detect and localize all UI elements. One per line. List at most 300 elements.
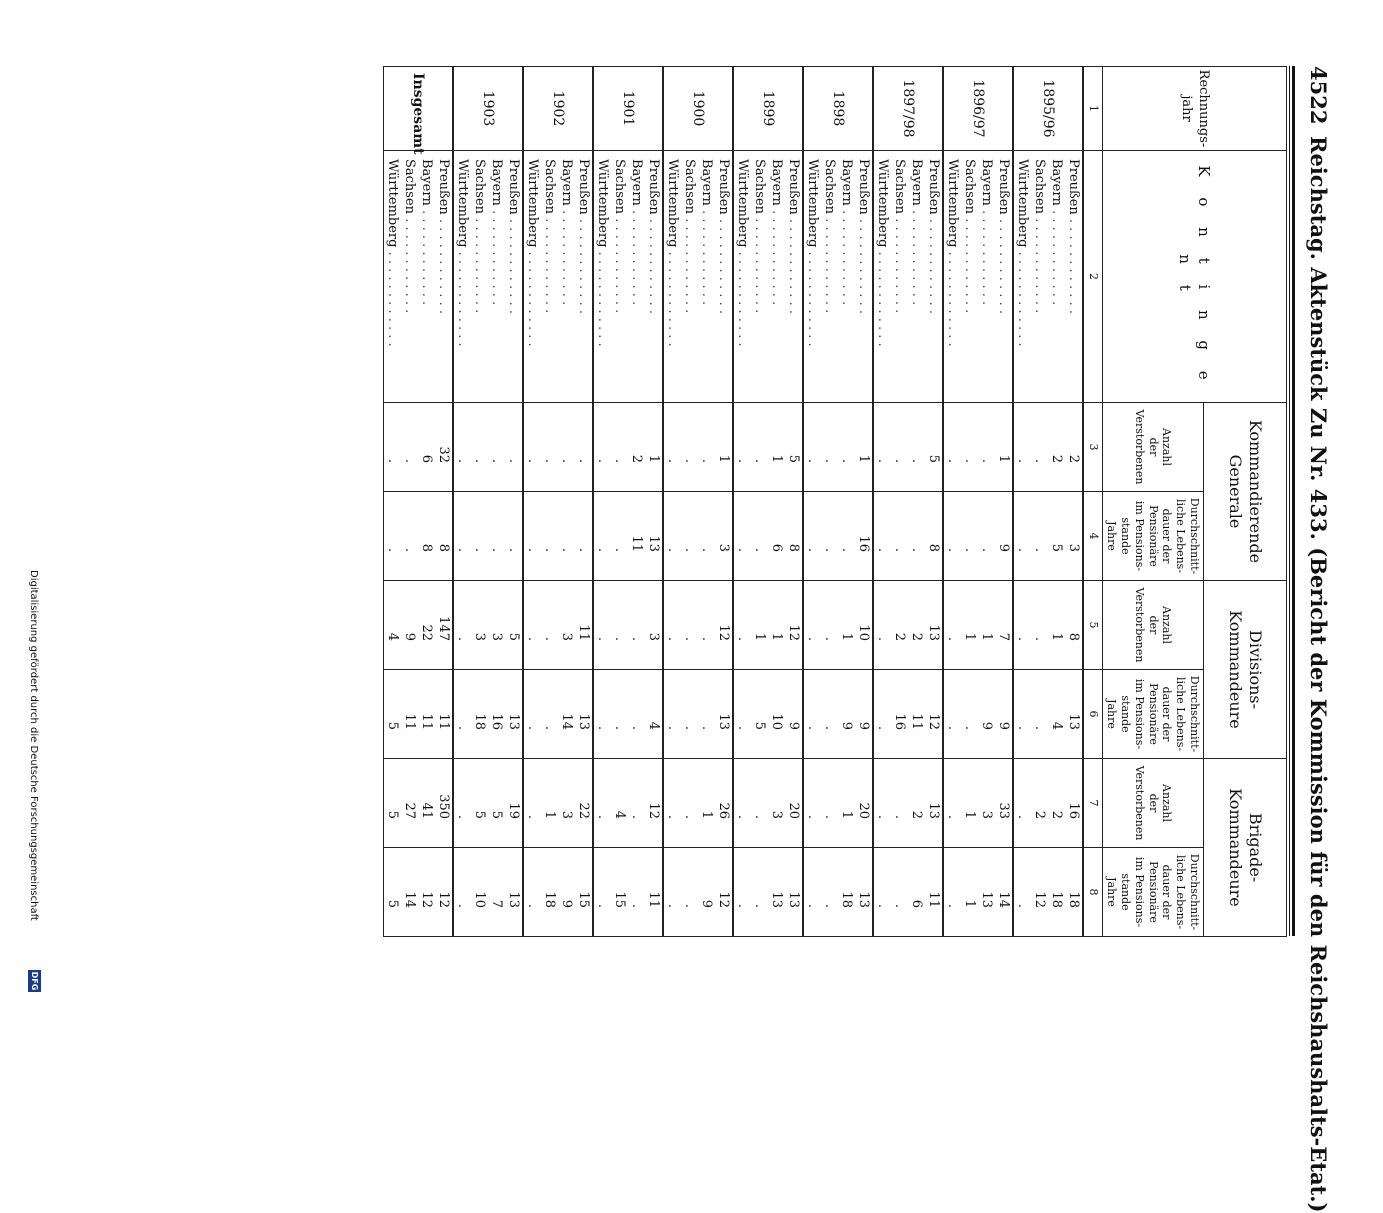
leader-dots: . . . . . . . . . . . . xyxy=(1048,210,1064,306)
value-cell-c5 xyxy=(943,581,1013,670)
value: 5 xyxy=(384,810,400,820)
state-line xyxy=(715,159,732,396)
value: 5 xyxy=(384,899,400,909)
value: . xyxy=(541,636,557,641)
value: . xyxy=(454,636,470,641)
column-number: 8 xyxy=(1083,848,1103,937)
year-block xyxy=(733,67,803,937)
state-name: Sachsen xyxy=(541,159,557,215)
value: 9 xyxy=(785,721,801,731)
value: . xyxy=(734,814,750,820)
value-cell-c6 xyxy=(663,670,733,759)
value-cell-c6 xyxy=(803,670,873,759)
value: 7 xyxy=(488,899,504,909)
value: . xyxy=(505,547,521,552)
value: . xyxy=(611,636,627,641)
value: 13 xyxy=(715,713,731,731)
state-name: Württemberg xyxy=(804,159,820,248)
value-cell-c6 xyxy=(943,670,1013,759)
state-cell xyxy=(803,151,873,403)
state-name: Sachsen xyxy=(891,159,907,215)
value: . xyxy=(874,547,890,552)
value: 13 xyxy=(505,713,521,731)
value-cell-c8 xyxy=(1013,848,1083,937)
header-duration-b: Durchschnitt- liche Lebens- dauer der Pensionäre im Pensions- stande Jahre xyxy=(1102,670,1203,759)
leader-dots: . . . . . . . . . . . . xyxy=(944,251,960,347)
value: . xyxy=(944,725,960,731)
value: 11 xyxy=(628,535,644,552)
state-name: Preußen xyxy=(575,159,591,215)
value-cell-c6 xyxy=(523,670,593,759)
value: . xyxy=(698,725,714,731)
value: 10 xyxy=(471,891,487,909)
year-block xyxy=(593,67,663,937)
state-cell xyxy=(943,151,1013,403)
state-name: Preußen xyxy=(995,159,1011,215)
value: 27 xyxy=(401,802,417,820)
state-name: Bayern xyxy=(558,159,574,206)
state-name: Sachsen xyxy=(471,159,487,215)
state-line xyxy=(874,159,891,396)
state-name: Preußen xyxy=(925,159,941,215)
leader-dots: . . . . . . . . . . . . xyxy=(558,210,574,306)
value: 3 xyxy=(471,632,487,641)
year-cell: 1902 xyxy=(523,67,593,151)
value: 2 xyxy=(1048,810,1064,820)
state-line xyxy=(734,159,751,396)
state-name: Sachsen xyxy=(821,159,837,215)
value: . xyxy=(978,547,994,552)
value: . xyxy=(734,458,750,463)
value: . xyxy=(944,636,960,641)
table-row xyxy=(663,67,733,937)
value: 13 xyxy=(785,891,801,909)
column-number: 7 xyxy=(1083,759,1103,848)
value: 2 xyxy=(908,632,924,641)
value: 9 xyxy=(698,899,714,909)
year-block xyxy=(663,67,733,937)
state-name: Preußen xyxy=(855,159,871,215)
leader-dots: . . . . . . . . . . . . xyxy=(541,218,557,314)
value: . xyxy=(874,458,890,463)
value: . xyxy=(961,725,977,731)
value-cell-c8 xyxy=(943,848,1013,937)
value: 6 xyxy=(418,454,434,463)
year-block xyxy=(383,67,453,937)
value: . xyxy=(575,547,591,552)
value-cell-c8 xyxy=(593,848,663,937)
state-name: Preußen xyxy=(785,159,801,215)
value: 8 xyxy=(785,543,801,552)
value: . xyxy=(541,547,557,552)
year-block xyxy=(1013,67,1083,937)
value-cell-c5 xyxy=(383,581,453,670)
value: . xyxy=(1031,458,1047,463)
value: 11 xyxy=(418,713,434,731)
state-name: Preußen xyxy=(715,159,731,215)
value: . xyxy=(821,547,837,552)
value: . xyxy=(821,725,837,731)
value-cell-c6 xyxy=(873,670,943,759)
value: . xyxy=(908,458,924,463)
value-cell-c6 xyxy=(1013,670,1083,759)
column-number: 5 xyxy=(1083,581,1103,670)
value: 13 xyxy=(1065,713,1081,731)
value: . xyxy=(401,547,417,552)
value-cell-c7 xyxy=(383,759,453,848)
state-name: Württemberg xyxy=(594,159,610,248)
state-line xyxy=(961,159,978,396)
state-cell xyxy=(1013,151,1083,403)
value: . xyxy=(628,814,644,820)
header-duration-a: Durchschnitt- liche Lebens- dauer der Pensionäre im Pensions- stande Jahre xyxy=(1102,492,1203,581)
state-line xyxy=(384,159,401,396)
state-line xyxy=(645,159,662,396)
value: 16 xyxy=(855,535,871,552)
leader-dots: . . . . . . . . . . . . xyxy=(821,218,837,314)
value-cell-c7 xyxy=(663,759,733,848)
value: 33 xyxy=(995,802,1011,820)
value: . xyxy=(454,725,470,731)
value: 22 xyxy=(575,802,591,820)
running-head xyxy=(1299,66,1335,1213)
value: . xyxy=(961,458,977,463)
value: 3 xyxy=(558,632,574,641)
state-name: Preußen xyxy=(435,159,451,215)
leader-dots: . . . . . . . . . . . . xyxy=(925,218,941,314)
value-cell-c3 xyxy=(733,403,803,492)
value: 5 xyxy=(1048,543,1064,552)
year-cell: 1897/98 xyxy=(873,67,943,151)
value: . xyxy=(471,547,487,552)
value: . xyxy=(454,547,470,552)
value: 1 xyxy=(961,632,977,641)
state-line xyxy=(524,159,541,396)
value: . xyxy=(804,903,820,909)
value: 10 xyxy=(768,713,784,731)
value: . xyxy=(558,547,574,552)
table-row xyxy=(733,67,803,937)
value: 18 xyxy=(838,891,854,909)
leader-dots: . . . . . . . . . . . . xyxy=(418,210,434,306)
state-line xyxy=(1048,159,1065,396)
value-cell-c7 xyxy=(1013,759,1083,848)
state-line xyxy=(505,159,522,396)
value: 1 xyxy=(645,454,661,463)
value: 1 xyxy=(961,810,977,820)
value-cell-c3 xyxy=(383,403,453,492)
value: . xyxy=(821,458,837,463)
value: . xyxy=(891,547,907,552)
value: . xyxy=(575,458,591,463)
dfg-logo: DFG xyxy=(30,971,39,991)
leader-dots: . . . . . . . . . . . . xyxy=(594,251,610,347)
value: . xyxy=(804,458,820,463)
table-row xyxy=(1013,67,1083,937)
value: . xyxy=(978,458,994,463)
leader-dots: . . . . . . . . . . . . xyxy=(995,218,1011,314)
value: 1 xyxy=(698,810,714,820)
state-line xyxy=(821,159,838,396)
value: 3 xyxy=(715,543,731,552)
value: 12 xyxy=(645,802,661,820)
value: . xyxy=(594,636,610,641)
value: . xyxy=(734,636,750,641)
state-name: Preußen xyxy=(1065,159,1081,215)
leader-dots: . . . . . . . . . . . . xyxy=(611,218,627,314)
state-name: Württemberg xyxy=(524,159,540,248)
state-line xyxy=(751,159,768,396)
value: 5 xyxy=(471,810,487,820)
leader-dots: . . . . . . . . . . . . xyxy=(454,251,470,347)
value: 2 xyxy=(891,632,907,641)
state-name: Bayern xyxy=(628,159,644,206)
value: 15 xyxy=(611,891,627,909)
value: . xyxy=(524,725,540,731)
value: . xyxy=(594,458,610,463)
year-cell: 1900 xyxy=(663,67,733,151)
state-name: Sachsen xyxy=(681,159,697,215)
value: 9 xyxy=(978,721,994,731)
value: 16 xyxy=(1065,802,1081,820)
value: . xyxy=(524,814,540,820)
value: . xyxy=(628,725,644,731)
value-cell-c5 xyxy=(593,581,663,670)
value: 8 xyxy=(925,543,941,552)
value-cell-c3 xyxy=(803,403,873,492)
leader-dots: . . . . . . . . . . . . xyxy=(804,251,820,347)
value: 6 xyxy=(908,899,924,909)
value: . xyxy=(454,814,470,820)
header-count-a: Anzahl der Verstorbenen xyxy=(1102,403,1203,492)
value: . xyxy=(838,458,854,463)
value: 8 xyxy=(435,543,451,552)
value: . xyxy=(611,725,627,731)
state-line xyxy=(628,159,645,396)
value: 3 xyxy=(1065,543,1081,552)
value: 19 xyxy=(505,802,521,820)
value: 13 xyxy=(645,535,661,552)
value: 11 xyxy=(575,624,591,641)
value: . xyxy=(751,458,767,463)
running-title: Reichstag. Aktenstück Zu Nr. 433. (Bericht der Kommission für den Reichshaushalts-Etat.) xyxy=(1306,136,1331,1213)
leader-dots: . . . . . . . . . . . . xyxy=(908,210,924,306)
value-cell-c7 xyxy=(803,759,873,848)
state-line xyxy=(575,159,592,396)
state-name: Bayern xyxy=(978,159,994,206)
leader-dots: . . . . . . . . . . . . xyxy=(978,210,994,306)
value: 7 xyxy=(995,632,1011,641)
header-kontingent: K o n t i n g e n t xyxy=(1102,151,1286,403)
header-divisions-kommandeure: Divisions- Kommandeure xyxy=(1204,581,1287,759)
state-line xyxy=(611,159,628,396)
leader-dots: . . . . . . . . . . . . xyxy=(575,218,591,314)
value: 2 xyxy=(1048,454,1064,463)
value: . xyxy=(821,636,837,641)
value: 4 xyxy=(611,810,627,820)
value: 11 xyxy=(645,891,661,909)
state-name: Bayern xyxy=(488,159,504,206)
state-name: Bayern xyxy=(698,159,714,206)
value: 8 xyxy=(1065,632,1081,641)
value-cell-c7 xyxy=(733,759,803,848)
leader-dots: . . . . . . . . . . . . xyxy=(855,218,871,314)
year-block xyxy=(523,67,593,937)
value-cell-c3 xyxy=(593,403,663,492)
value: 10 xyxy=(855,624,871,641)
value: . xyxy=(1014,547,1030,552)
column-number: 2 xyxy=(1083,151,1103,403)
page-number: 4522 xyxy=(1306,66,1331,125)
value-cell-c3 xyxy=(943,403,1013,492)
value: 26 xyxy=(715,802,731,820)
leader-dots: . . . . . . . . . . . . xyxy=(1014,251,1030,347)
value: . xyxy=(681,903,697,909)
value: . xyxy=(751,547,767,552)
value: . xyxy=(664,458,680,463)
table-row xyxy=(943,67,1013,937)
leader-dots: . . . . . . . . . . . . xyxy=(384,251,400,347)
value: 9 xyxy=(838,721,854,731)
value-cell-c8 xyxy=(873,848,943,937)
value: 9 xyxy=(995,721,1011,731)
value: 3 xyxy=(978,810,994,820)
leader-dots: . . . . . . . . . . . . xyxy=(1065,218,1081,314)
state-name: Sachsen xyxy=(1031,159,1047,215)
value-cell-c6 xyxy=(383,670,453,759)
value-cell-c6 xyxy=(593,670,663,759)
value: . xyxy=(611,458,627,463)
state-line xyxy=(435,159,452,396)
state-name: Württemberg xyxy=(454,159,470,248)
table-row xyxy=(593,67,663,937)
state-name: Bayern xyxy=(418,159,434,206)
value: 13 xyxy=(925,624,941,641)
value: . xyxy=(488,458,504,463)
value-cell-c3 xyxy=(873,403,943,492)
state-line xyxy=(908,159,925,396)
value-cell-c4 xyxy=(593,492,663,581)
state-name: Württemberg xyxy=(874,159,890,248)
value: 147 xyxy=(435,616,451,641)
value: 2 xyxy=(1031,810,1047,820)
value: 9 xyxy=(855,721,871,731)
value: . xyxy=(874,725,890,731)
header-duration-c: Durchschnitt- liche Lebens- dauer der Pensionäre im Pensions- stande Jahre xyxy=(1102,848,1203,937)
value: 1 xyxy=(1048,632,1064,641)
state-cell xyxy=(663,151,733,403)
value-cell-c8 xyxy=(383,848,453,937)
value: 1 xyxy=(768,454,784,463)
value: 15 xyxy=(575,891,591,909)
value: 16 xyxy=(891,713,907,731)
value: . xyxy=(804,636,820,641)
value: 2 xyxy=(628,454,644,463)
state-line xyxy=(418,159,435,396)
value: 14 xyxy=(401,891,417,909)
column-number: 1 xyxy=(1083,67,1103,151)
state-line xyxy=(978,159,995,396)
value: . xyxy=(628,903,644,909)
state-line xyxy=(768,159,785,396)
year-cell: 1896/97 xyxy=(943,67,1013,151)
value: 1 xyxy=(715,454,731,463)
leader-dots: . . . . . . . . . . . . xyxy=(874,251,890,347)
value-cell-c4 xyxy=(873,492,943,581)
value-cell-c4 xyxy=(803,492,873,581)
table-row xyxy=(523,67,593,937)
value: 3 xyxy=(558,810,574,820)
state-name: Bayern xyxy=(838,159,854,206)
state-name: Württemberg xyxy=(734,159,750,248)
year-cell: 1901 xyxy=(593,67,663,151)
value: . xyxy=(874,814,890,820)
value-cell-c4 xyxy=(523,492,593,581)
value-cell-c3 xyxy=(523,403,593,492)
value: 1 xyxy=(838,810,854,820)
value: 9 xyxy=(558,899,574,909)
value: 13 xyxy=(855,891,871,909)
value: 18 xyxy=(471,713,487,731)
state-name: Sachsen xyxy=(961,159,977,215)
value: . xyxy=(454,458,470,463)
value: 13 xyxy=(505,891,521,909)
value: . xyxy=(524,458,540,463)
leader-dots: . . . . . . . . . . . . xyxy=(768,210,784,306)
state-name: Preußen xyxy=(645,159,661,215)
leader-dots: . . . . . . . . . . . . xyxy=(401,218,417,314)
state-cell xyxy=(873,151,943,403)
state-line xyxy=(838,159,855,396)
leader-dots: . . . . . . . . . . . . xyxy=(751,218,767,314)
value-cell-c4 xyxy=(733,492,803,581)
value-cell-c6 xyxy=(733,670,803,759)
value: 12 xyxy=(1031,891,1047,909)
value: . xyxy=(1014,725,1030,731)
value: 18 xyxy=(541,891,557,909)
leader-dots: . . . . . . . . . . . . xyxy=(838,210,854,306)
value: 12 xyxy=(925,713,941,731)
value: 1 xyxy=(838,632,854,641)
year-cell: 1903 xyxy=(453,67,523,151)
header-rule xyxy=(1289,66,1295,936)
value: 12 xyxy=(418,891,434,909)
state-name: Württemberg xyxy=(944,159,960,248)
value: 5 xyxy=(785,454,801,463)
value: . xyxy=(838,547,854,552)
value: . xyxy=(471,458,487,463)
header-kommandierende-generale: Kommandierende Generale xyxy=(1204,403,1287,581)
value: 5 xyxy=(925,454,941,463)
table-row xyxy=(383,67,453,937)
value: . xyxy=(1014,458,1030,463)
state-cell xyxy=(453,151,523,403)
value: . xyxy=(874,636,890,641)
value: . xyxy=(944,547,960,552)
value: 6 xyxy=(768,543,784,552)
leader-dots: . . . . . . . . . . . . xyxy=(435,218,451,314)
header-count-b: Anzahl der Verstorbenen xyxy=(1102,581,1203,670)
value: . xyxy=(454,903,470,909)
value: 1 xyxy=(541,810,557,820)
value: 20 xyxy=(785,802,801,820)
value: . xyxy=(594,903,610,909)
value: . xyxy=(524,547,540,552)
value: 1 xyxy=(961,899,977,909)
state-line xyxy=(804,159,821,396)
value: . xyxy=(891,458,907,463)
value: . xyxy=(664,903,680,909)
